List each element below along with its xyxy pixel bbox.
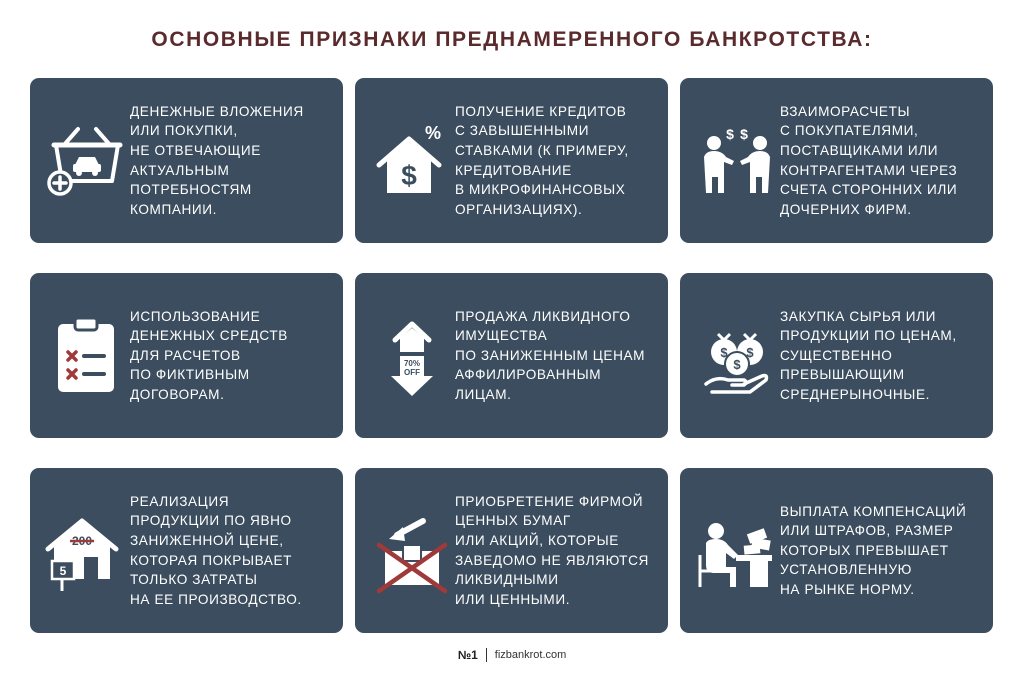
sign-text-line: НЕ ОТВЕЧАЮЩИЕ: [130, 142, 261, 158]
sign-card-fictitious-contracts: [30, 273, 343, 438]
house-price-sign-icon: [42, 505, 132, 595]
svg-text:%: %: [424, 123, 442, 143]
sign-text-line: ИЛИ ПОКУПКИ,: [130, 123, 238, 139]
sign-text-line: ЦЕННЫХ БУМАГ: [455, 513, 571, 529]
sign-text-line: ДЕНЕЖНЫЕ ВЛОЖЕНИЯ: [130, 103, 304, 119]
sign-text-line: ПОЛУЧЕНИЕ КРЕДИТОВ: [455, 103, 627, 119]
house-discount-arrow-icon: [367, 310, 457, 400]
sign-text-line: ПРОДАЖА ЛИКВИДНОГО: [455, 308, 631, 324]
sign-text-line: ПРОДУКЦИИ ПО ЯВНО: [130, 513, 292, 529]
sign-text-line: ЗАНИЖЕННОЙ ЦЕНЕ,: [130, 532, 284, 548]
sign-text-line: С ПОКУПАТЕЛЯМИ,: [780, 123, 919, 139]
sign-text: [130, 78, 333, 243]
svg-text:$: $: [401, 160, 417, 191]
sign-text-line: ТОЛЬКО ЗАТРАТЫ: [130, 572, 258, 588]
svg-text:$: $: [746, 345, 754, 360]
sign-text-line: ПО ЗАНИЖЕННЫМ ЦЕНАМ: [455, 347, 646, 363]
house-dollar-percent-icon: [367, 115, 457, 205]
shopping-basket-car-icon: [42, 115, 132, 205]
people-exchange-money-icon: [692, 115, 782, 205]
sign-text-line: СЧЕТА СТОРОННИХ ИЛИ: [780, 182, 958, 198]
old-price-label: 200: [71, 534, 93, 548]
sign-card-investments: [30, 78, 343, 243]
sign-text-line: В МИКРОФИНАНСОВЫХ: [455, 182, 626, 198]
sign-text-line: СТАВКАМИ (К ПРИМЕРУ,: [455, 142, 629, 158]
sign-text-line: ЗАКУПКА СЫРЬЯ ИЛИ: [780, 308, 937, 324]
clipboard-crosses-icon: [42, 310, 132, 400]
svg-text:$: $: [740, 126, 748, 142]
new-price-label: 5: [59, 564, 67, 578]
sign-text-line: ИЛИ ШТРАФОВ, РАЗМЕР: [780, 523, 954, 539]
sign-card-overpriced-purchase: [680, 273, 993, 438]
sign-text-line: ИСПОЛЬЗОВАНИЕ: [130, 308, 261, 324]
page-title: ОСНОВНЫЕ ПРИЗНАКИ ПРЕДНАМЕРЕННОГО БАНКРОТСТВА:: [151, 28, 873, 51]
sign-text-line: КОМПАНИИ.: [130, 201, 218, 217]
sign-text-line: ПРИОБРЕТЕНИЕ ФИРМОЙ: [455, 493, 644, 509]
sign-text-line: ДЛЯ РАСЧЕТОВ: [130, 347, 241, 363]
sign-text-line: ЛИЦАМ.: [455, 386, 512, 402]
sign-card-underpriced-sale: [30, 468, 343, 633]
sign-text: [780, 273, 983, 438]
sign-text-line: ДОЧЕРНИХ ФИРМ.: [780, 201, 912, 217]
footer: [0, 648, 1024, 662]
sign-text-line: КОТОРАЯ ПОКРЫВАЕТ: [130, 552, 293, 568]
sign-card-securities: [355, 468, 668, 633]
sign-text-line: ДЕНЕЖНЫХ СРЕДСТВ: [130, 328, 288, 344]
sign-text: [780, 78, 983, 243]
person-desk-money-icon: [692, 505, 782, 595]
sign-text-line: НА РЫНКЕ НОРМУ.: [780, 581, 915, 597]
svg-text:OFF: OFF: [404, 368, 420, 377]
sign-text-line: ПРОДУКЦИИ ПО ЦЕНАМ,: [780, 328, 957, 344]
svg-text:70%: 70%: [403, 359, 421, 368]
brand-logo: №1: [457, 648, 478, 662]
sign-text-line: ВЗАИМОРАСЧЕТЫ: [780, 103, 911, 119]
sign-card-settlements: [680, 78, 993, 243]
sign-text-line: ПО ФИКТИВНЫМ: [130, 367, 250, 383]
site-link[interactable]: fizbankrot.com: [494, 649, 567, 661]
sign-text-line: С ЗАВЫШЕННЫМИ: [455, 123, 590, 139]
sign-text-line: КОТОРЫХ ПРЕВЫШАЕТ: [780, 542, 949, 558]
sign-text-line: ПОСТАВЩИКАМИ ИЛИ: [780, 142, 939, 158]
sign-text-line: АФФИЛИРОВАННЫМ: [455, 367, 602, 383]
sign-card-credits: [355, 78, 668, 243]
sign-text-line: ПРЕВЫШАЮЩИМ: [780, 367, 905, 383]
sign-text-line: УСТАНОВЛЕННУЮ: [780, 562, 913, 578]
sign-text: [455, 273, 658, 438]
sign-text-line: ИМУЩЕСТВА: [455, 328, 548, 344]
sign-text-line: ПОТРЕБНОСТЯМ: [130, 182, 252, 198]
sign-text-line: ДОГОВОРАМ.: [130, 386, 225, 402]
sign-text-line: РЕАЛИЗАЦИЯ: [130, 493, 230, 509]
sign-text-line: ЛИКВИДНЫМИ: [455, 572, 559, 588]
sign-text: [780, 468, 983, 633]
sign-text-line: ОРГАНИЗАЦИЯХ).: [455, 201, 583, 217]
sign-text: [130, 273, 333, 438]
sign-text-line: НА ЕЕ ПРОИЗВОДСТВО.: [130, 591, 302, 607]
sign-card-asset-sale: [355, 273, 668, 438]
sign-text-line: СУЩЕСТВЕННО: [780, 347, 893, 363]
footer-divider: [486, 648, 487, 662]
sign-card-compensation: [680, 468, 993, 633]
sign-text-line: ЗАВЕДОМО НЕ ЯВЛЯЮТСЯ: [455, 552, 649, 568]
sign-text-line: ВЫПЛАТА КОМПЕНСАЦИЙ: [780, 503, 967, 519]
sign-text: [455, 78, 658, 243]
sign-text-line: АКТУАЛЬНЫМ: [130, 162, 230, 178]
sign-text-line: СРЕДНЕРЫНОЧНЫЕ.: [780, 386, 930, 402]
svg-text:$: $: [733, 357, 741, 372]
sign-text: [455, 468, 658, 633]
sign-text-line: ИЛИ ЦЕННЫМИ.: [455, 591, 571, 607]
svg-text:$: $: [726, 126, 734, 142]
sign-text-line: КРЕДИТОВАНИЕ: [455, 162, 572, 178]
signs-grid: [30, 78, 994, 633]
crossed-box-arrow-icon: [367, 505, 457, 595]
money-bags-hand-icon: [692, 310, 782, 400]
sign-text-line: КОНТРАГЕНТАМИ ЧЕРЕЗ: [780, 162, 958, 178]
sign-text-line: ИЛИ АКЦИЙ, КОТОРЫЕ: [455, 532, 619, 548]
svg-text:$: $: [720, 345, 728, 360]
sign-text: [130, 468, 333, 633]
